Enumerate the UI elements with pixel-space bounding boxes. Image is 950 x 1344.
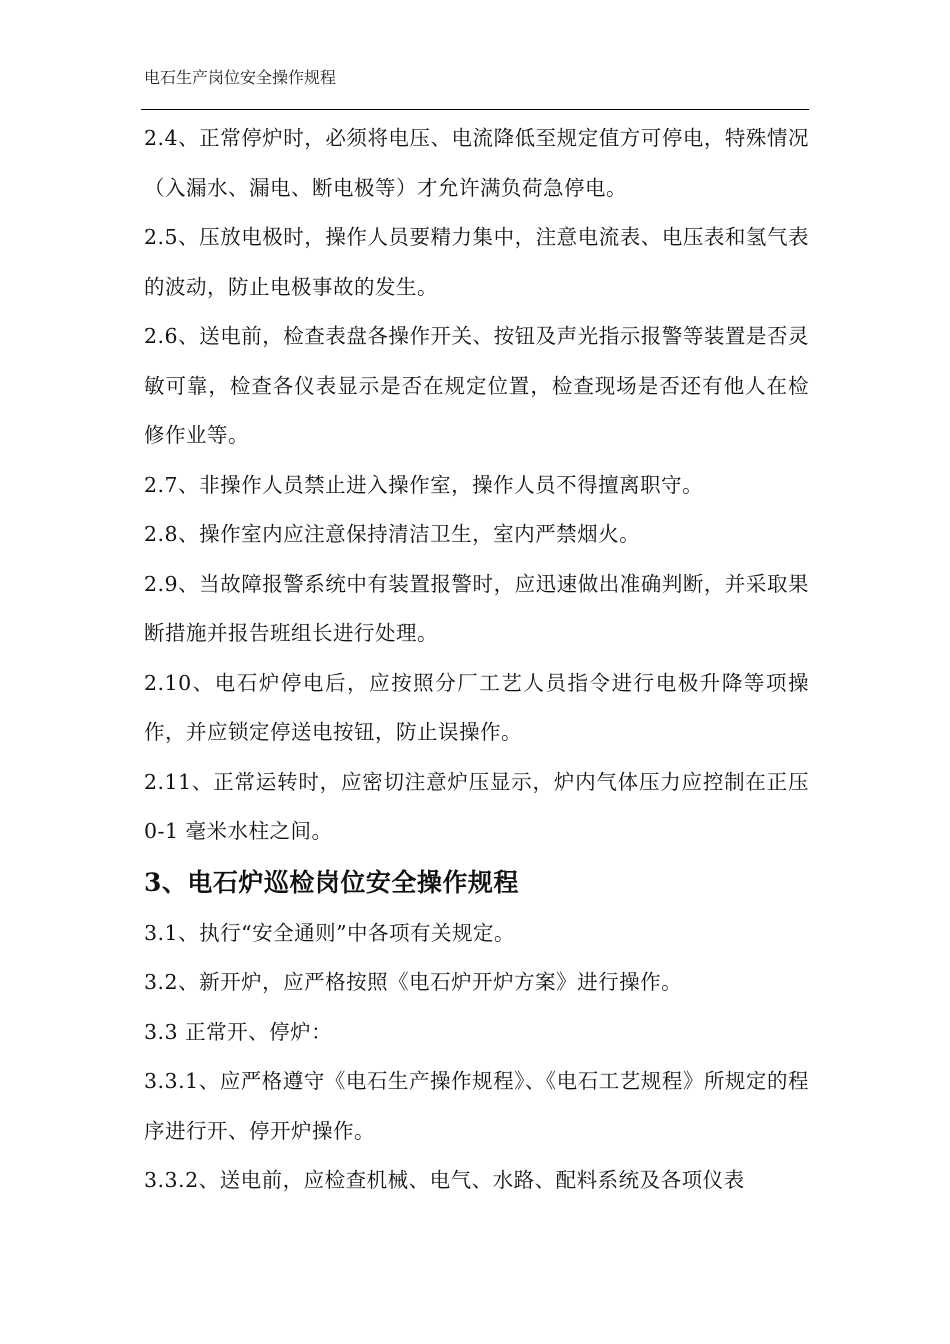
paragraph-3-3-1: 3.3.1、应严格遵守《电石生产操作规程》、《电石工艺规程》所规定的程序进行开、停开炉操作。: [144, 1069, 809, 1143]
paragraph-3-3-2: 3.3.2、送电前，应检查机械、电气、水路、配料系统及各项仪表: [144, 1168, 745, 1192]
paragraph-2-5: 2.5、压放电极时，操作人员要精力集中，注意电流表、电压表和氢气表的波动，防止电极事故的发生。: [144, 225, 809, 299]
section-3-title: 、电石炉巡检岗位安全操作规程: [161, 867, 519, 897]
paragraph-2-10: 2.10、电石炉停电后，应按照分厂工艺人员指令进行电极升降等项操作，并应锁定停送电按钮，防止误操作。: [144, 670, 809, 744]
paragraph-2-4: 2.4、正常停炉时，必须将电压、电流降低至规定值方可停电，特殊情况（入漏水、漏电、断电极等）才允许满负荷急停电。: [144, 126, 809, 200]
header-divider: [141, 109, 809, 110]
paragraph-2-6: 2.6、送电前，检查表盘各操作开关、按钮及声光指示报警等装置是否灵敏可靠，检查各仪表显示是否在规定位置，检查现场是否还有他人在检修作业等。: [144, 324, 809, 447]
paragraph-2-9: 2.9、当故障报警系统中有装置报警时，应迅速做出准确判断，并采取果断措施并报告班组长进行处理。: [144, 571, 809, 645]
section-3-heading: [144, 857, 809, 909]
page-header: 电石生产岗位安全操作规程: [144, 68, 337, 87]
paragraph-3-1: 3.1、执行“安全通则”中各项有关规定。: [144, 920, 516, 945]
paragraph-2-7: 2.7、非操作人员禁止进入操作室，操作人员不得擅离职守。: [144, 472, 704, 497]
paragraph-3-2: 3.2、新开炉，应严格按照《电石炉开炉方案》进行操作。: [144, 970, 683, 994]
paragraph-2-11: 2.11、正常运转时，应密切注意炉压显示，炉内气体压力应控制在正压 0-1 毫米水柱之间。: [144, 769, 809, 843]
document-body: [144, 114, 809, 1206]
paragraph-3-3: 3.3 正常开、停炉：: [144, 1019, 333, 1044]
section-3-number: 3: [144, 867, 162, 897]
paragraph-2-8: 2.8、操作室内应注意保持清洁卫生，室内严禁烟火。: [144, 522, 641, 546]
